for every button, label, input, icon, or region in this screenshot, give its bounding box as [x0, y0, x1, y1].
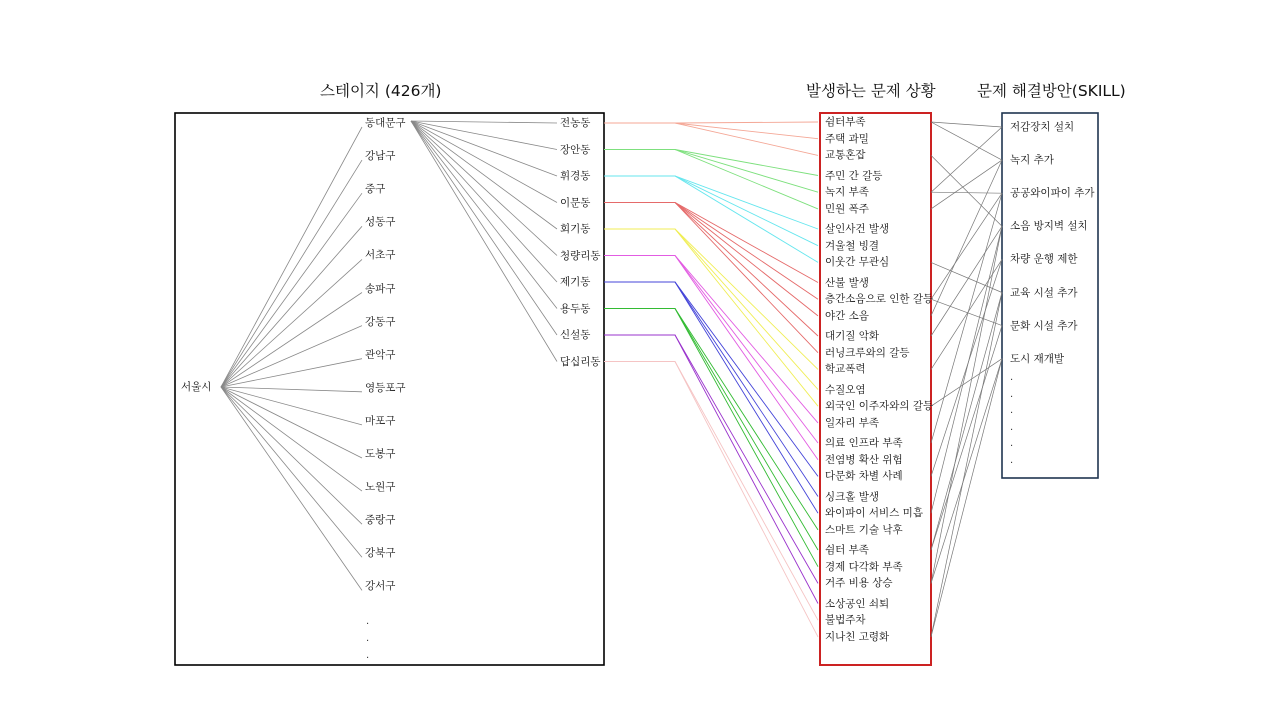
skill-item: 교육 시설 추가: [1010, 286, 1078, 299]
root-district-link: [221, 387, 362, 458]
skill-ellipsis: .: [1010, 421, 1014, 433]
root-district-link: [221, 387, 362, 524]
problem-skill-link: [931, 122, 1002, 127]
neighborhood-node: 청량리동: [560, 249, 601, 262]
root-district-link: [221, 387, 362, 557]
problem-item: 민원 폭주: [825, 202, 869, 215]
district-ellipsis: .: [366, 616, 370, 627]
problem-skill-link: [931, 293, 1002, 551]
neighborhood-problem-link: [604, 203, 818, 316]
district-node: 강북구: [365, 547, 396, 560]
skill-ellipsis: .: [1010, 405, 1014, 416]
neighborhood-problem-link: [604, 335, 818, 604]
skill-item: 소음 방지벽 설치: [1010, 220, 1088, 233]
problem-skill-link: [931, 299, 1002, 325]
district-node: 중랑구: [365, 514, 396, 527]
problem-item: 야간 소음: [825, 309, 869, 322]
problem-item: 층간소음으로 인한 갈등: [825, 293, 934, 306]
skill-item: 문화 시설 추가: [1010, 319, 1078, 332]
problem-skill-link: [931, 127, 1002, 192]
problem-item: 경제 다각화 부족: [825, 560, 903, 573]
problem-skill-link: [931, 155, 1002, 226]
problem-skill-link: [931, 193, 1002, 299]
problem-skill-link: [931, 262, 1002, 292]
skills-heading: 문제 해결방안(SKILL): [977, 82, 1126, 100]
neighborhood-node: 휘경동: [560, 170, 591, 182]
problem-skill-link: [931, 359, 1002, 637]
neighborhood-problem-link: [604, 176, 818, 246]
neighborhood-node: 제기동: [560, 276, 591, 288]
district-node: 서초구: [365, 249, 396, 262]
district-neighborhood-link: [411, 121, 557, 229]
root-district-link: [221, 387, 362, 590]
neighborhood-problem-link: [604, 229, 818, 390]
problems-heading: 발생하는 문제 상황: [806, 82, 936, 100]
problem-skill-link: [931, 293, 1002, 637]
root-node-seoul: 서울시: [181, 381, 212, 393]
district-node: 노원구: [365, 481, 396, 494]
district-ellipsis: .: [366, 650, 370, 661]
district-neighborhood-link: [411, 121, 557, 256]
stage-heading: 스테이지 (426개): [320, 82, 442, 100]
root-district-link: [221, 160, 362, 387]
problem-item: 의료 인프라 부족: [825, 437, 903, 449]
root-district-link: [221, 387, 362, 392]
neighborhood-problem-link: [604, 150, 818, 176]
district-neighborhood-link: [411, 121, 557, 123]
problem-skill-link: [931, 192, 1002, 193]
skill-item: 도시 재개발: [1010, 352, 1065, 365]
problem-skill-link: [931, 122, 1002, 160]
problem-item: 지나친 고령화: [825, 630, 890, 643]
district-ellipsis: .: [366, 633, 370, 644]
district-node: 송파구: [365, 282, 396, 295]
problem-item: 대기질 악화: [825, 330, 880, 342]
root-district-link: [221, 387, 362, 425]
problem-item: 소상공인 쇠퇴: [825, 597, 890, 610]
root-district-link: [221, 326, 362, 387]
neighborhood-problem-link: [604, 335, 818, 583]
district-neighborhood-link: [411, 121, 557, 335]
skill-ellipsis: .: [1010, 372, 1014, 383]
problem-item: 살인사건 발생: [825, 223, 890, 235]
root-district-link: [221, 127, 362, 387]
problem-item: 학교폭력: [825, 363, 866, 376]
district-node: 영등포구: [365, 381, 406, 394]
problem-item: 러닝크루와의 갈등: [825, 346, 910, 359]
neighborhood-node: 신설동: [560, 329, 591, 341]
neighborhood-node: 용두동: [560, 302, 591, 315]
skill-item: 저감장치 설치: [1010, 121, 1075, 133]
root-district-link: [221, 259, 362, 387]
problem-item: 교통혼잡: [825, 149, 866, 162]
problem-item: 주민 간 갈등: [825, 169, 883, 182]
district-neighborhood-link: [411, 121, 557, 203]
district-node: 동대문구: [365, 117, 406, 129]
problem-item: 겨울철 빙결: [825, 239, 880, 252]
problem-item: 외국인 이주자와의 갈등: [825, 400, 934, 413]
neighborhood-problem-link: [604, 309, 818, 551]
problem-skill-link: [931, 326, 1002, 550]
problem-item: 쉼터부족: [825, 116, 866, 128]
skill-ellipsis: .: [1010, 438, 1014, 449]
district-node: 강서구: [365, 580, 396, 593]
problem-item: 일자리 부족: [825, 416, 880, 429]
root-district-link: [221, 193, 362, 387]
root-district-link: [221, 387, 362, 491]
problem-item: 스마트 기술 낙후: [825, 523, 903, 536]
neighborhood-node: 이문동: [560, 196, 591, 209]
problem-item: 주택 과밀: [825, 132, 869, 145]
neighborhood-problem-link: [604, 309, 818, 530]
skill-item: 녹지 추가: [1010, 154, 1054, 167]
problem-skill-link: [931, 160, 1002, 209]
skill-ellipsis: .: [1010, 454, 1014, 466]
problem-item: 불법주차: [825, 614, 866, 627]
district-neighborhood-link: [411, 121, 557, 362]
neighborhood-problem-link: [604, 123, 818, 155]
problem-skill-link: [931, 259, 1002, 369]
neighborhood-problem-link: [604, 282, 818, 476]
problem-item: 이웃간 무관심: [825, 256, 890, 269]
district-node: 강남구: [365, 150, 396, 163]
district-node: 중구: [365, 183, 386, 196]
neighborhood-problem-link: [604, 256, 818, 444]
skill-item: 차량 운행 제한: [1010, 253, 1078, 266]
neighborhood-problem-link: [604, 282, 818, 497]
problem-item: 전염병 확산 위험: [825, 453, 903, 466]
neighborhood-node: 회기동: [560, 223, 591, 235]
skill-item: 공공와이파이 추가: [1010, 187, 1095, 200]
problem-item: 녹지 부족: [825, 186, 869, 199]
neighborhood-problem-link: [604, 229, 818, 369]
district-node: 성동구: [365, 216, 396, 229]
problem-item: 싱크홀 발생: [825, 490, 880, 503]
problem-item: 수질오염: [825, 383, 866, 396]
problem-item: 산불 발생: [825, 276, 869, 289]
neighborhood-node: 장안동: [560, 143, 591, 156]
skill-ellipsis: .: [1010, 388, 1014, 400]
problem-item: 거주 비용 상승: [825, 577, 893, 590]
problem-item: 다문화 차별 사례: [825, 470, 903, 483]
problem-item: 쉼터 부족: [825, 544, 869, 556]
neighborhood-problem-link: [604, 150, 818, 209]
district-node: 강동구: [365, 315, 396, 328]
neighborhood-problem-link: [604, 256, 818, 460]
district-node: 마포구: [365, 414, 396, 427]
problem-item: 와이파이 서비스 미흡: [825, 507, 923, 520]
district-neighborhood-link: [411, 121, 557, 309]
neighborhood-node: 전농동: [560, 117, 591, 129]
neighborhood-node: 답십리동: [560, 355, 601, 368]
district-node: 관악구: [365, 348, 396, 361]
district-node: 도봉구: [365, 448, 396, 460]
